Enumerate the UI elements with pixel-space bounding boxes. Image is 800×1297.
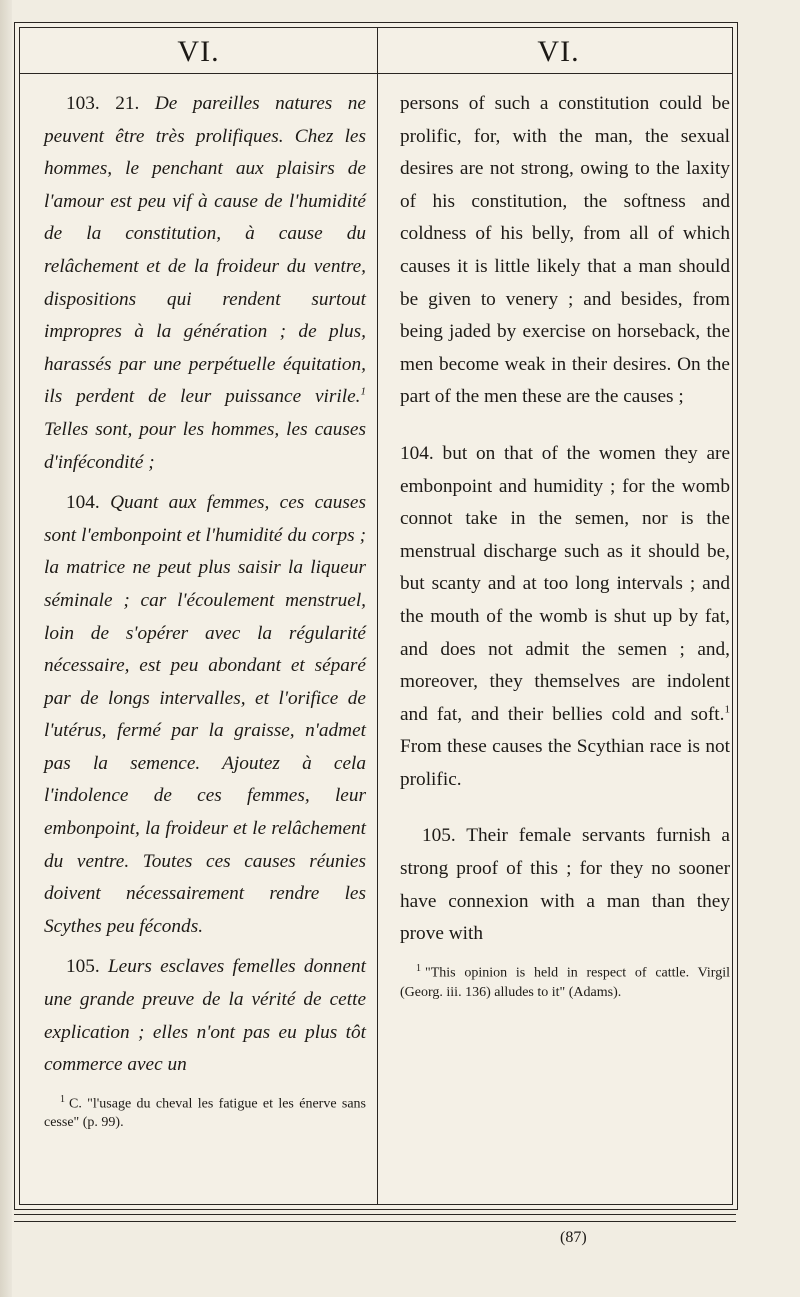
- left-column-heading: VI.: [177, 35, 220, 68]
- paragraph-number: 105.: [66, 956, 100, 978]
- french-paragraph-105: [44, 951, 366, 1081]
- french-footnote: [44, 1090, 366, 1133]
- french-text-103b: Telles sont, pour les hommes, les causes d'infécondité ;: [44, 418, 366, 473]
- page-frame: [14, 22, 738, 1210]
- english-column: [400, 88, 730, 1002]
- french-text-104: Quant aux femmes, ces causes sont l'embonpoint et l'humidité du corps ; la matrice ne peut plus saisir la liqueur séminale ; car l'écoulement menstruel, loin de s'opérer avec la régularité nécessaire, est peu abondant et séparé par de longs intervalles, et l'orifice de l'utérus, fermé par la graisse, n'admet pas la semence. Ajoutez à cela l'indolence de ces femmes, leur embonpoint, la froideur et le relâchement du ventre. Toutes ces causes réunies doivent nécessairement rendre les Scythes peu féconds.: [44, 492, 366, 937]
- page-frame-inner: [19, 27, 733, 1205]
- paragraph-number: 105.: [422, 825, 456, 847]
- english-paragraph-103: persons of such a constitution could be prolific, for, with the man, the sexual desires are not strong, owing to the laxity of his constitution, the softness and coldness of his belly, from all of which causes it is little likely that a man should be given to venery ; and besides, from being jaded by exercise on horseback, the men become weak in their desires. On the part of the men these are the causes ;: [400, 93, 730, 408]
- paragraph-number: 104.: [400, 442, 434, 464]
- bottom-rule-inner: [14, 1221, 736, 1222]
- english-footnote: [400, 959, 730, 1002]
- french-paragraph-104: [44, 487, 366, 943]
- bottom-rule: [14, 1214, 736, 1215]
- right-column-heading: VI.: [537, 35, 580, 68]
- french-paragraph-103: [44, 88, 366, 479]
- english-paragraph-104: [400, 438, 730, 797]
- footnote-ref: 1: [724, 703, 730, 716]
- paragraph-number: 104.: [66, 492, 100, 514]
- english-paragraph-105: [400, 820, 730, 950]
- column-divider: [377, 28, 378, 1204]
- english-text-104a: but on that of the women they are embonpoint and humidity ; for the womb connot take in the semen, nor is the menstrual discharge such as it should be, but scanty and at too long intervals ; and the mouth of the womb is shut up by fat, and does not admit the semen ; and, moreover, they themselves are indolent and fat, and their bellies cold and soft.: [400, 442, 730, 725]
- footnote-text: C. "l'usage du cheval les fatigue et les énerve sans cesse" (p. 99).: [44, 1096, 366, 1131]
- english-text-105: Their female servants furnish a strong proof of this ; for they no sooner have connexion with a man than they prove with: [400, 825, 730, 945]
- paragraph-number: 103. 21.: [66, 93, 140, 114]
- french-column: [44, 88, 366, 1132]
- english-text-104b: From these causes the Scythian race is not prolific.: [400, 736, 730, 790]
- footnote-mark: 1: [416, 962, 421, 974]
- french-text-103a: De pareilles natures ne peuvent être très prolifiques. Chez les hommes, le penchant aux plaisirs de l'amour est peu vif à cause de l'humidité de la constitution, à cause du relâchement et de la froideur du ventre, dispositions qui rendent surtout impropres à la génération ; de plus, harassés par une perpétuelle équitation, ils perdent de leur puissance virile.: [44, 93, 366, 408]
- footnote-text: "This opinion is held in respect of cattle. Virgil (Georg. iii. 136) alludes to it" (Adams).: [400, 965, 730, 1000]
- english-text: [400, 88, 730, 951]
- footnote-ref: 1: [360, 385, 366, 398]
- footnote-mark: 1: [60, 1093, 65, 1105]
- book-spine: [0, 0, 12, 1297]
- french-text: [44, 88, 366, 1082]
- french-text-105: Leurs esclaves femelles donnent une grande preuve de la vérité de cette explication ; elles n'ont pas eu plus tôt commerce avec un: [44, 956, 366, 1076]
- heading-rule: [20, 73, 732, 74]
- page-number: (87): [560, 1229, 587, 1246]
